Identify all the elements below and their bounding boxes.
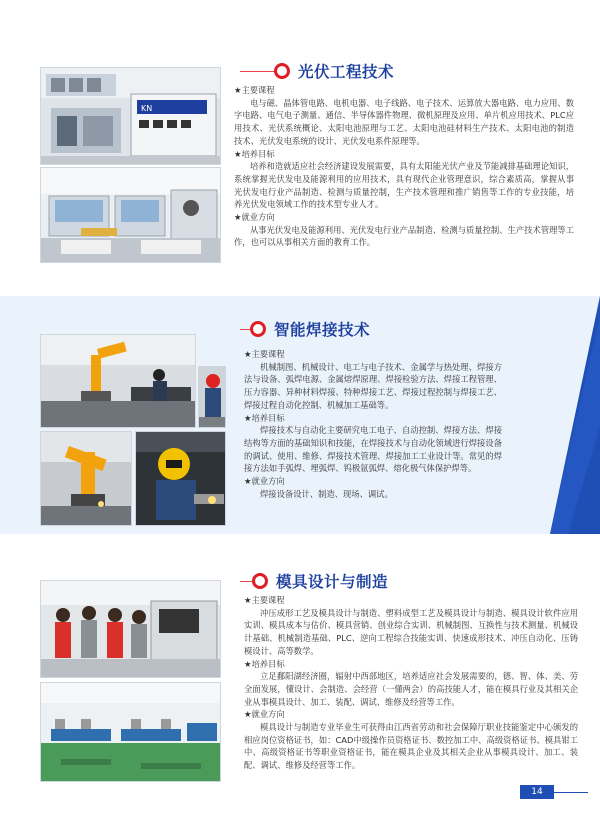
photo-pv-lab [40, 67, 221, 165]
block-label: ★培养目标 [244, 658, 285, 669]
photo-mold-workshop [40, 682, 221, 782]
block-body: 焊接技术与自动化主要研究电工电子、自动控制、焊接方法、焊接结构等方面的基础知识和技能，在焊接技术与自动化领域进行焊接设备的调试、使用、维修、焊接技术管理、焊接加工工业设计等。常见的焊接方法如手弧焊、埋弧焊、钨极氩弧焊、熔化极气体保护焊等。 [244, 425, 502, 474]
block-body: 机械制图、机械设计、电工与电子技术、金属学与热处理、焊接方法与设备、弧焊电源、金属熔焊原理、焊接检验方法、焊接工程管理、压力容器、异种材料焊接、特种焊接工艺、焊接过程控制与焊接工艺、焊接过程自动化控制、机械加工基础等。 [244, 361, 502, 410]
block-label: ★主要课程 [244, 595, 285, 605]
block-body: 电与磁、晶体管电路、电机电器、电子线路、电子技术、运算放大器电路、电力应用、数字电路、电气电子测量、通信、半导体器件物理、微机原理及应用、单片机应用技术、PLC应用技术、光伏系统概论、太阳电池原理与工艺、太阳电池硅材料生产技术、太阳电池的制造技术、光伏发电系统的设计、光伏发电系件原理等。 [234, 97, 574, 146]
block-label: ★培养目标 [244, 412, 285, 423]
photo-welder-mask [135, 431, 226, 526]
section-title: 光伏工程技术 [298, 63, 395, 81]
section-photovoltaic [0, 0, 600, 282]
page-number-line [548, 792, 588, 793]
photo-welding-student [198, 366, 226, 428]
block-body: 从事光伏发电及能源利用、光伏发电行业产品制造、检测与质量控制、生产技术管理等工作，也可以从事相关方面的教育工作。 [234, 224, 574, 248]
block-body: 焊接设备设计、制造、现场、调试。 [260, 488, 393, 499]
title-divider [240, 71, 276, 72]
section-title-row [240, 570, 388, 592]
section-mold [0, 556, 600, 824]
block-body: 模具设计与制造专业毕业生可获得由江西省劳动和社会保障厅职业技能鉴定中心颁发的相应岗位资格证书，如：CAD中级操作员资格证书、数控加工中、高级资格证书、模具钳工中、高级资格证书等职业资格证书，能在模具企业及其相关企业从事模具设计、加工、装配、调试、维修及经营等工作。 [244, 722, 578, 771]
photo-pv-workshop [40, 167, 221, 263]
section-text [244, 348, 502, 500]
block-label: ★培养目标 [234, 148, 275, 159]
page-number: 14 [520, 785, 554, 799]
photo-mold-students [40, 580, 221, 678]
section-title-row [240, 318, 370, 340]
section-title: 模具设计与制造 [276, 573, 389, 591]
section-text [244, 594, 578, 772]
title-bullet-icon [274, 63, 290, 79]
block-label: ★主要课程 [234, 85, 275, 95]
block-body: 冲压成形工艺及模具设计与制造、塑料成型工艺及模具设计与制造、模具设计软件应用实训、模具成本与估价、模具营销、创业综合实训、机械制图、互换性与技术测量、机械设计基础、机械制造基础、PLC、逆向工程综合技能实训、快速成形技术、冲压自动化、压铸模设计、高等数学。 [244, 607, 578, 656]
title-bullet-icon [252, 573, 268, 589]
block-label: ★就业方向 [234, 212, 275, 223]
block-body: 立足鄱阳湖经济圈，辐射中西部地区，培养适应社会发展需要的，德、智、体、美、劳全面发展，懂设计、会制造、会经营（一懂两会）的高技能人才，能在模具行业及其相关企业从事模具设计、加工、装配、调试、维修及经营等工作。 [244, 671, 578, 707]
section-title-row [240, 60, 394, 82]
section-title: 智能焊接技术 [274, 321, 371, 339]
title-bullet-icon [250, 321, 266, 337]
photo-welding-robot [40, 334, 196, 428]
block-label: ★就业方向 [244, 476, 285, 487]
block-label: ★就业方向 [244, 709, 285, 720]
section-text [234, 84, 574, 249]
photo-welding-arm [40, 431, 132, 526]
section-welding [0, 296, 600, 534]
svg-text:KN: KN [141, 104, 153, 113]
block-body: 培养和造就适应社会经济建设发展需要，具有太阳能光伏产业及节能减排基础理论知识，系统掌握光伏发电及能源利用的应用技术，具有现代企业管理意识，综合素质高，掌握从事光伏发电行业产品制造、检测与质量控制，生产技术管理和推广销售等工作的专业技能，培养光伏发电领域工作的技术型专业人才。 [234, 161, 574, 210]
block-label: ★主要课程 [244, 349, 285, 359]
corner-decoration [510, 296, 600, 534]
